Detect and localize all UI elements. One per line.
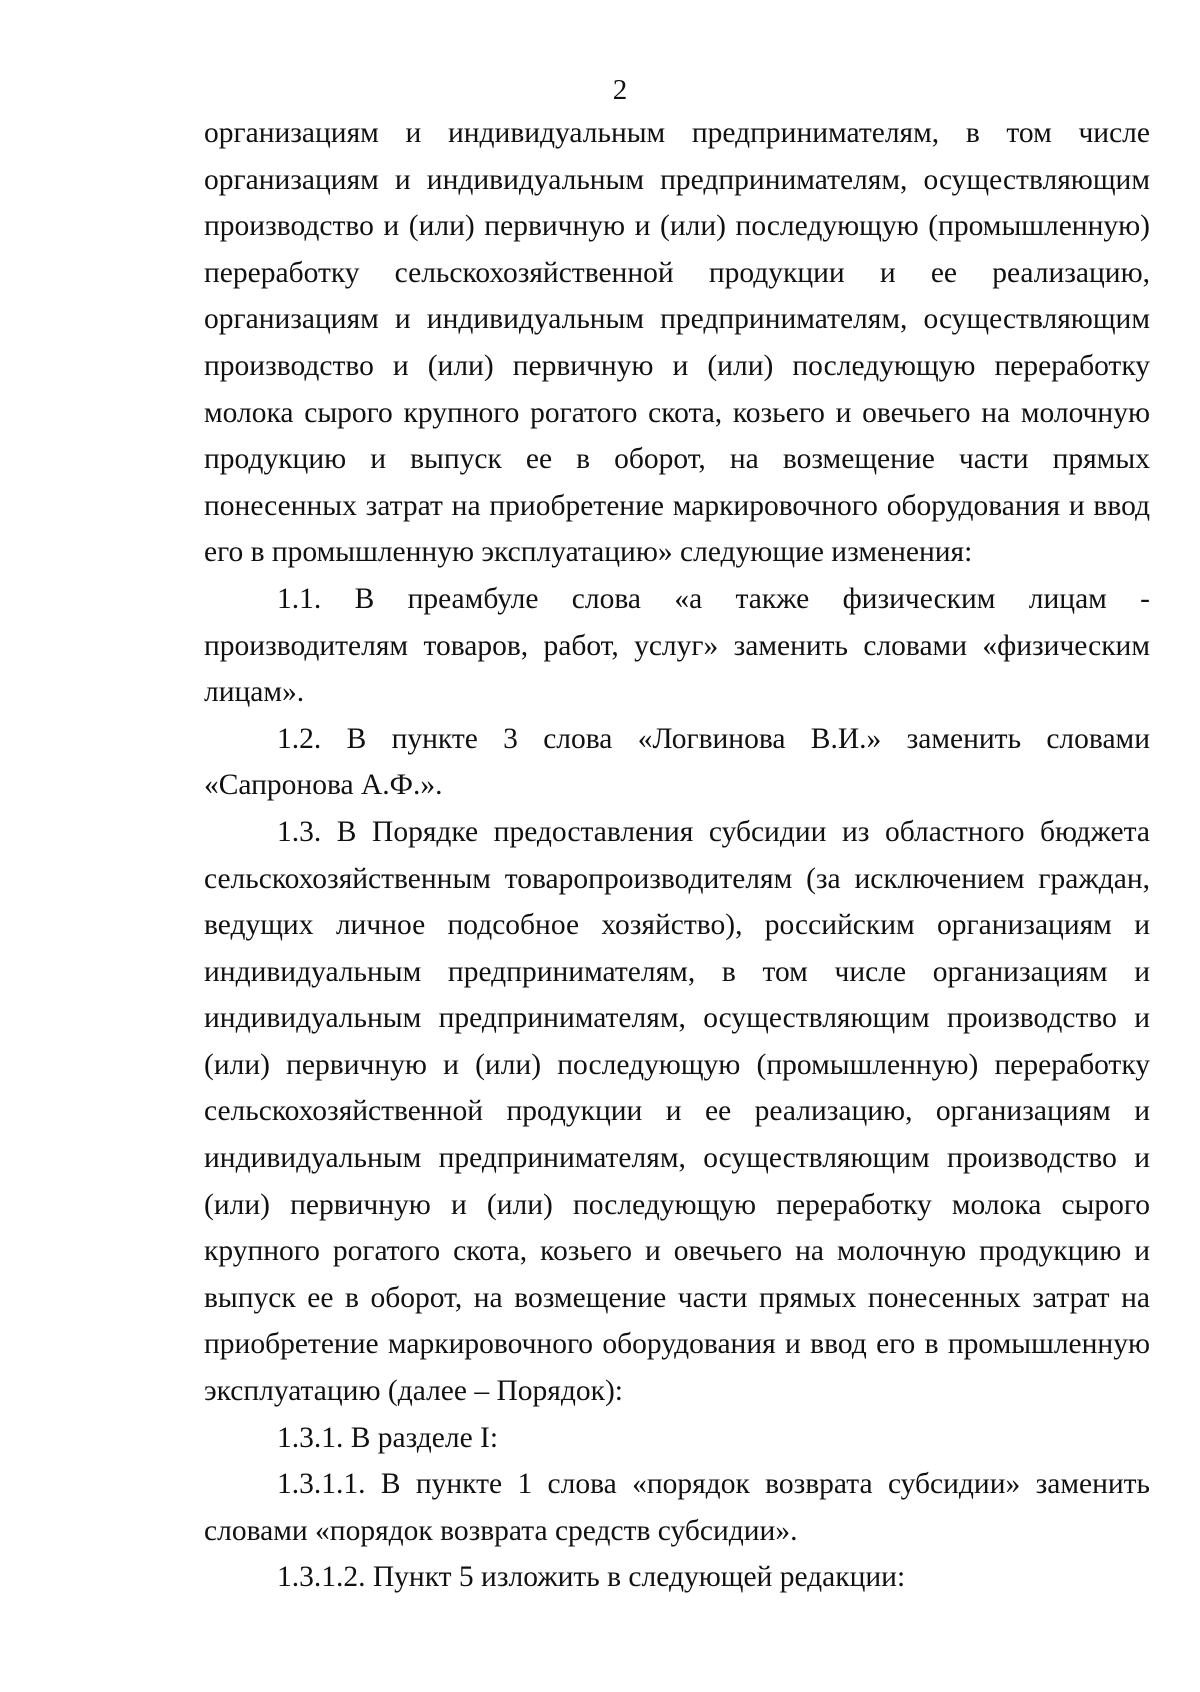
paragraph-1-3: 1.3. В Порядке предоставления субсидии из областного бюджета сельскохозяйственным товаропроизводителям (за исключением граждан, ведущих личное подсобное хозяйство), российским организациям и индивидуальным предпринимателям, в том числе организациям и индивидуальным предпринимателям, осуществляющим производство и (или) первичную и (или) последующую (промышленную) переработку сельскохозяйственной продукции и ее реализацию, организациям и индивидуальным предпринимателям, осуществляющим производство и (или) первичную и (или) последующую переработку молока сырого крупного рогатого скота, козьего и овечьего на молочную продукцию и выпуск ее в оборот, на возмещение части прямых понесенных затрат на приобретение маркировочного оборудования и ввод его в промышленную эксплуатацию (далее – Порядок): <box>204 815 1150 1408</box>
page-number: 2 <box>612 74 628 106</box>
paragraph-1-3-1-1: 1.3.1.1. В пункте 1 слова «порядок возврата субсидии» заменить словами «порядок возврата средств субсидии». <box>204 1468 1150 1547</box>
paragraph-1-3-1: 1.3.1. В разделе I: <box>277 1421 499 1454</box>
paragraph-1-3-1-2: 1.3.1.2. Пункт 5 изложить в следующей редакции: <box>277 1561 906 1594</box>
paragraph-continuation: организациям и индивидуальным предпринимателям, в том числе организациям и индивидуальным предпринимателям, осуществляющим производство и (или) первичную и (или) последующую (промышленную) переработку сельскохозяйственной продукции и ее реализацию, организациям и индивидуальным предпринимателям, осуществляющим производство и (или) первичную и (или) последующую переработку молока сырого крупного рогатого скота, козьего и овечьего на молочную продукцию и выпуск ее в оборот, на возмещение части прямых понесенных затрат на приобретение маркировочного оборудования и ввод его в промышленную эксплуатацию» следующие изменения: <box>204 117 1150 569</box>
document-body <box>204 110 1150 1601</box>
paragraph-1-2: 1.2. В пункте 3 слова «Логвинова В.И.» заменить словами «Сапронова А.Ф.». <box>204 722 1150 802</box>
paragraph-1-1: 1.1. В преамбуле слова «а также физическим лицам - производителям товаров, работ, услуг» заменить словами «физическим лицам». <box>204 582 1150 709</box>
